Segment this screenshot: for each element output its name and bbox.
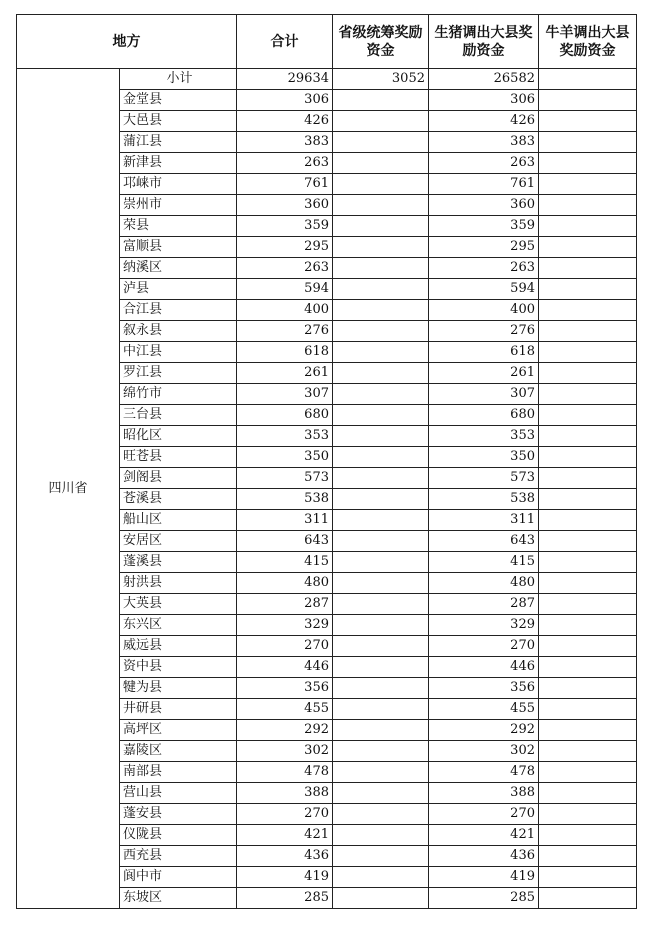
cell-total: 263 (237, 153, 333, 174)
cell-pig: 446 (429, 657, 539, 678)
cell-cattle (539, 90, 637, 111)
county-name: 崇州市 (120, 195, 237, 216)
funding-table-sheet (16, 14, 636, 909)
cell-total: 270 (237, 804, 333, 825)
cell-pig: 680 (429, 405, 539, 426)
cell-pig: 426 (429, 111, 539, 132)
cell-pig: 356 (429, 678, 539, 699)
cell-total: 270 (237, 636, 333, 657)
county-name: 中江县 (120, 342, 237, 363)
header-region: 地方 (17, 15, 237, 69)
cell-provincial (333, 300, 429, 321)
cell-total: 421 (237, 825, 333, 846)
cell-provincial (333, 783, 429, 804)
cell-total: 618 (237, 342, 333, 363)
cell-provincial (333, 258, 429, 279)
county-name: 大邑县 (120, 111, 237, 132)
county-name: 泸县 (120, 279, 237, 300)
cell-total: 302 (237, 741, 333, 762)
cell-cattle (539, 573, 637, 594)
cell-pig: 287 (429, 594, 539, 615)
cell-cattle (539, 615, 637, 636)
cell-total: 680 (237, 405, 333, 426)
county-name: 蓬溪县 (120, 552, 237, 573)
cell-total: 594 (237, 279, 333, 300)
county-name: 纳溪区 (120, 258, 237, 279)
county-name: 新津县 (120, 153, 237, 174)
cell-provincial (333, 216, 429, 237)
cell-provincial (333, 237, 429, 258)
cell-provincial (333, 426, 429, 447)
county-name: 高坪区 (120, 720, 237, 741)
cell-pig: 388 (429, 783, 539, 804)
cell-pig: 350 (429, 447, 539, 468)
cell-provincial (333, 384, 429, 405)
cell-pig: 618 (429, 342, 539, 363)
cell-cattle (539, 762, 637, 783)
cell-pig: 383 (429, 132, 539, 153)
cell-provincial (333, 888, 429, 909)
cell-cattle (539, 699, 637, 720)
cell-provincial (333, 489, 429, 510)
cell-total: 415 (237, 552, 333, 573)
cell-total: 480 (237, 573, 333, 594)
cell-total: 287 (237, 594, 333, 615)
cell-provincial (333, 510, 429, 531)
header-cattle-fund: 牛羊调出大县奖励资金 (539, 15, 637, 69)
funding-table (16, 14, 637, 909)
cell-cattle (539, 195, 637, 216)
cell-pig: 538 (429, 489, 539, 510)
cell-pig: 263 (429, 153, 539, 174)
cell-provincial (333, 321, 429, 342)
subtotal-total: 29634 (237, 69, 333, 90)
cell-pig: 421 (429, 825, 539, 846)
county-name: 阆中市 (120, 867, 237, 888)
cell-pig: 643 (429, 531, 539, 552)
county-name: 资中县 (120, 657, 237, 678)
cell-pig: 276 (429, 321, 539, 342)
cell-pig: 455 (429, 699, 539, 720)
cell-provincial (333, 363, 429, 384)
cell-total: 295 (237, 237, 333, 258)
county-name: 营山县 (120, 783, 237, 804)
cell-cattle (539, 426, 637, 447)
cell-provincial (333, 699, 429, 720)
county-name: 叙永县 (120, 321, 237, 342)
county-name: 船山区 (120, 510, 237, 531)
cell-cattle (539, 363, 637, 384)
cell-cattle (539, 678, 637, 699)
county-name: 昭化区 (120, 426, 237, 447)
cell-cattle (539, 342, 637, 363)
cell-pig: 263 (429, 258, 539, 279)
cell-provincial (333, 741, 429, 762)
cell-cattle (539, 846, 637, 867)
cell-cattle (539, 720, 637, 741)
header-pig-fund: 生猪调出大县奖励资金 (429, 15, 539, 69)
cell-cattle (539, 132, 637, 153)
cell-cattle (539, 783, 637, 804)
cell-provincial (333, 447, 429, 468)
cell-pig: 360 (429, 195, 539, 216)
cell-provincial (333, 825, 429, 846)
county-name: 旺苍县 (120, 447, 237, 468)
county-name: 蓬安县 (120, 804, 237, 825)
cell-provincial (333, 573, 429, 594)
county-name: 金堂县 (120, 90, 237, 111)
county-name: 威远县 (120, 636, 237, 657)
county-name: 苍溪县 (120, 489, 237, 510)
subtotal-row (17, 69, 637, 90)
cell-provincial (333, 153, 429, 174)
cell-total: 359 (237, 216, 333, 237)
county-name: 富顺县 (120, 237, 237, 258)
cell-total: 419 (237, 867, 333, 888)
table-body (17, 69, 637, 909)
cell-cattle (539, 594, 637, 615)
cell-cattle (539, 321, 637, 342)
cell-pig: 270 (429, 804, 539, 825)
cell-pig: 261 (429, 363, 539, 384)
cell-pig: 307 (429, 384, 539, 405)
cell-pig: 478 (429, 762, 539, 783)
county-name: 东兴区 (120, 615, 237, 636)
county-name: 南部县 (120, 762, 237, 783)
cell-cattle (539, 510, 637, 531)
cell-total: 455 (237, 699, 333, 720)
cell-total: 446 (237, 657, 333, 678)
county-name: 井研县 (120, 699, 237, 720)
cell-pig: 353 (429, 426, 539, 447)
subtotal-pig: 26582 (429, 69, 539, 90)
subtotal-provincial: 3052 (333, 69, 429, 90)
cell-provincial (333, 867, 429, 888)
cell-cattle (539, 447, 637, 468)
cell-provincial (333, 552, 429, 573)
cell-provincial (333, 195, 429, 216)
cell-total: 400 (237, 300, 333, 321)
county-name: 蒲江县 (120, 132, 237, 153)
cell-total: 329 (237, 615, 333, 636)
cell-total: 426 (237, 111, 333, 132)
county-name: 犍为县 (120, 678, 237, 699)
cell-total: 383 (237, 132, 333, 153)
cell-provincial (333, 615, 429, 636)
cell-total: 350 (237, 447, 333, 468)
cell-total: 761 (237, 174, 333, 195)
cell-total: 573 (237, 468, 333, 489)
cell-provincial (333, 720, 429, 741)
county-name: 东坡区 (120, 888, 237, 909)
cell-total: 263 (237, 258, 333, 279)
cell-pig: 436 (429, 846, 539, 867)
cell-total: 311 (237, 510, 333, 531)
cell-total: 292 (237, 720, 333, 741)
cell-total: 538 (237, 489, 333, 510)
cell-cattle (539, 531, 637, 552)
cell-cattle (539, 552, 637, 573)
cell-pig: 292 (429, 720, 539, 741)
cell-provincial (333, 594, 429, 615)
cell-pig: 295 (429, 237, 539, 258)
county-name: 罗江县 (120, 363, 237, 384)
cell-cattle (539, 741, 637, 762)
cell-provincial (333, 90, 429, 111)
cell-total: 478 (237, 762, 333, 783)
cell-cattle (539, 804, 637, 825)
cell-cattle (539, 237, 637, 258)
cell-cattle (539, 258, 637, 279)
cell-pig: 400 (429, 300, 539, 321)
cell-provincial (333, 405, 429, 426)
cell-provincial (333, 174, 429, 195)
cell-provincial (333, 531, 429, 552)
county-name: 嘉陵区 (120, 741, 237, 762)
cell-total: 261 (237, 363, 333, 384)
cell-provincial (333, 636, 429, 657)
cell-provincial (333, 279, 429, 300)
cell-provincial (333, 678, 429, 699)
cell-total: 356 (237, 678, 333, 699)
county-name: 邛崃市 (120, 174, 237, 195)
cell-provincial (333, 132, 429, 153)
cell-total: 276 (237, 321, 333, 342)
cell-pig: 359 (429, 216, 539, 237)
county-name: 绵竹市 (120, 384, 237, 405)
cell-total: 307 (237, 384, 333, 405)
cell-cattle (539, 300, 637, 321)
cell-cattle (539, 825, 637, 846)
cell-cattle (539, 216, 637, 237)
cell-cattle (539, 636, 637, 657)
cell-pig: 594 (429, 279, 539, 300)
county-name: 大英县 (120, 594, 237, 615)
cell-provincial (333, 804, 429, 825)
cell-pig: 573 (429, 468, 539, 489)
cell-pig: 285 (429, 888, 539, 909)
cell-provincial (333, 468, 429, 489)
cell-provincial (333, 111, 429, 132)
cell-pig: 480 (429, 573, 539, 594)
cell-pig: 761 (429, 174, 539, 195)
cell-total: 643 (237, 531, 333, 552)
cell-pig: 311 (429, 510, 539, 531)
cell-total: 353 (237, 426, 333, 447)
county-name: 安居区 (120, 531, 237, 552)
cell-pig: 270 (429, 636, 539, 657)
header-total: 合计 (237, 15, 333, 69)
county-name: 合江县 (120, 300, 237, 321)
cell-pig: 302 (429, 741, 539, 762)
county-name: 西充县 (120, 846, 237, 867)
cell-provincial (333, 342, 429, 363)
county-name: 仪陇县 (120, 825, 237, 846)
cell-cattle (539, 174, 637, 195)
cell-cattle (539, 468, 637, 489)
cell-cattle (539, 384, 637, 405)
cell-total: 306 (237, 90, 333, 111)
cell-cattle (539, 405, 637, 426)
cell-total: 360 (237, 195, 333, 216)
cell-cattle (539, 867, 637, 888)
county-name: 三台县 (120, 405, 237, 426)
cell-pig: 419 (429, 867, 539, 888)
cell-provincial (333, 762, 429, 783)
cell-pig: 329 (429, 615, 539, 636)
cell-cattle (539, 489, 637, 510)
header-row (17, 15, 637, 69)
cell-cattle (539, 888, 637, 909)
county-name: 射洪县 (120, 573, 237, 594)
cell-provincial (333, 846, 429, 867)
subtotal-label: 小计 (120, 69, 237, 90)
province-cell: 四川省 (17, 69, 120, 909)
cell-provincial (333, 657, 429, 678)
cell-cattle (539, 279, 637, 300)
county-name: 剑阁县 (120, 468, 237, 489)
county-name: 荣县 (120, 216, 237, 237)
cell-total: 436 (237, 846, 333, 867)
cell-cattle (539, 111, 637, 132)
cell-cattle (539, 657, 637, 678)
cell-cattle (539, 153, 637, 174)
cell-total: 285 (237, 888, 333, 909)
cell-pig: 306 (429, 90, 539, 111)
cell-pig: 415 (429, 552, 539, 573)
header-provincial-fund: 省级统筹奖励资金 (333, 15, 429, 69)
subtotal-cattle (539, 69, 637, 90)
cell-total: 388 (237, 783, 333, 804)
